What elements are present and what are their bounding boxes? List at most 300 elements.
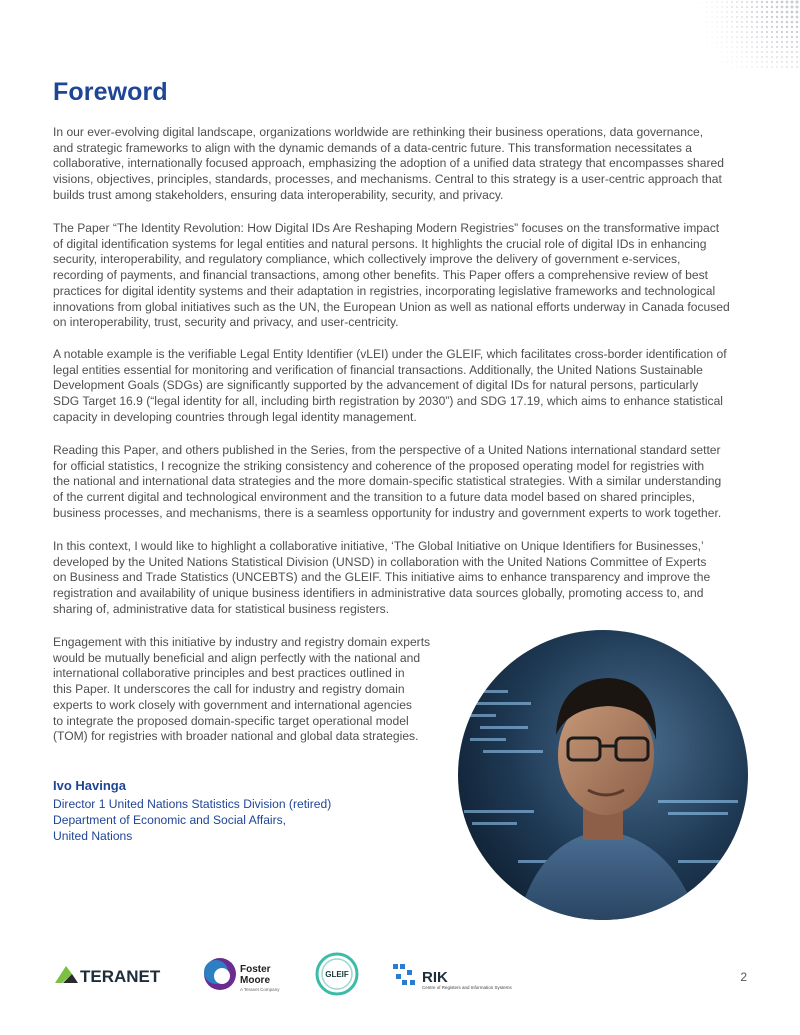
paragraph-1 [53,125,753,204]
decorative-dot [741,21,743,23]
paragraph-4 [53,443,753,522]
decorative-dot [786,16,789,19]
decorative-dot [776,61,777,62]
decorative-dot [776,1,779,4]
decorative-dot [781,1,784,4]
decorative-dot [771,61,772,62]
text-line: on interoperability, trust, security and privacy, and user-centricity. [53,315,399,330]
decorative-dot [781,46,783,48]
decorative-dot [732,57,733,58]
decorative-dot [796,41,798,43]
rik-logo [393,964,513,990]
decorative-dot [721,21,722,22]
decorative-dot [791,51,793,53]
decorative-dot [741,11,743,13]
decorative-dot [766,11,768,13]
decorative-dot [717,32,718,33]
decorative-dot [771,56,773,58]
decorative-dot [741,51,742,52]
decorative-dot [737,67,738,68]
decorative-dot [717,42,718,43]
decorative-dot [766,31,768,33]
decorative-dot [707,32,708,33]
decorative-dot [732,47,733,48]
decorative-dot [786,31,788,33]
decorative-dot [751,41,753,43]
text-line: (TOM) for registries with broader national and global data strategies. [53,729,419,744]
decorative-dot [766,1,768,3]
decorative-dot [746,26,748,28]
decorative-dot [796,21,799,24]
text-line: builds trust among stakeholders, ensuring data interoperability, security, and privacy. [53,187,504,202]
decorative-dot [737,57,738,58]
foster-moore-subtitle: A Teranet Company [240,987,280,992]
text-line: In this context, I would like to highlight a collaborative initiative, ‘The Global Initiative on Unique Identifiers for Businesses,’ [53,539,704,553]
decorative-dot [761,56,762,57]
decorative-dot [732,67,733,68]
decorative-dot [786,56,788,58]
decorative-dot [732,52,733,53]
decorative-dot [761,1,763,3]
decorative-dot [756,41,758,43]
role-line: United Nations [53,828,133,843]
decorative-dot [736,41,737,42]
text-line: A notable example is the verifiable Legal Entity Identifier (vLEI) under the GLEIF, which facilitates cross-border identification of [53,347,727,361]
decorative-dot [761,36,763,38]
decorative-dot [786,11,789,14]
decorative-dot [731,31,732,32]
decorative-dot [731,26,732,27]
decorative-dot [746,41,747,42]
text-line: visions, objectives, principles, standards, processes, and mechanisms. Central to this strategy is a user-centric approach that [53,172,722,187]
decorative-dot [761,11,763,13]
decorative-dot [751,61,752,62]
decorative-dot [707,12,708,13]
decorative-dot [786,41,788,43]
decorative-dot [761,21,763,23]
decorative-dot [722,62,723,63]
decorative-dot [722,37,723,38]
text-line: international collaborative principles and best practices outlined in [53,666,405,681]
text-line: Engagement with this initiative by industry and registry domain experts [53,635,431,649]
decorative-dot [746,21,748,23]
decorative-dot [707,17,708,18]
paragraph-3 [53,347,753,426]
gleif-logo [317,954,357,994]
role-line: Department of Economic and Social Affairs, [53,812,287,827]
decorative-dot [756,16,758,18]
decorative-dot [791,36,793,38]
decorative-dot [717,12,718,13]
text-line: of digital identification systems for legal entities and natural persons. It highlights the crucial role of digital IDs in enhancing [53,236,707,251]
decorative-dot [726,16,727,17]
decorative-dot [766,66,767,67]
teranet-logo-text: TERANET [80,967,161,986]
decorative-dot [791,21,794,24]
decorative-dot [766,51,768,53]
foster-moore-text: Moore [240,975,270,986]
decorative-dot [766,16,768,18]
decorative-dot [756,31,758,33]
decorative-dot [702,7,703,8]
decorative-dot [731,21,732,22]
page-title: Foreword [53,78,168,106]
decorative-dot [742,67,743,68]
decorative-dot [726,1,727,2]
decorative-dot [717,52,718,53]
decorative-dot [756,51,757,52]
decorative-dot [741,56,742,57]
decorative-dot [756,66,757,67]
text-line: registration and availability of unique business identifiers in administrative data sources globally, promoting access to, and [53,586,704,601]
decorative-dot [791,46,793,48]
decorative-dot [771,36,773,38]
text-line: for official statistics, I recognize the striking consistency and coherence of the proposed operating model for registries with [53,458,705,473]
dot-pattern-decoration [680,0,800,70]
decorative-dot [712,37,713,38]
decorative-dot [726,31,727,32]
decorative-dot [737,62,738,63]
text-line: developed by the United Nations Statistical Division (UNSD) in collaboration with the United Nations Committee of Experts [53,554,707,569]
decorative-dot [761,61,762,62]
decorative-dot [727,57,728,58]
decorative-dot [731,1,732,2]
decorative-dot [722,57,723,58]
text-line: Development Goals (SDGs) are significantly supported by the advancement of digital IDs for natural persons, particularly [53,378,699,393]
decorative-dot [776,56,778,58]
decorative-dot [781,31,783,33]
text-line: of the current digital and technological environment and the transition to a future data model based on shared principles, [53,490,696,505]
decorative-dot [781,26,783,28]
decorative-dot [786,6,789,9]
decorative-dot [702,17,703,18]
decorative-dot [712,22,713,23]
decorative-dot [751,26,753,28]
text-line: sharing of, administrative data for statistical business registers. [53,601,390,616]
decorative-dot [791,66,792,67]
decorative-dot [722,32,723,33]
decorative-dot [717,17,718,18]
decorative-dot [776,21,778,23]
signer-name: Ivo Havinga [53,778,126,793]
decorative-dot [791,41,793,43]
decorative-dot [791,56,793,58]
decorative-dot [741,46,742,47]
decorative-dot [796,26,798,28]
decorative-dot [751,56,752,57]
decorative-dot [776,36,778,38]
decorative-dot [741,6,743,8]
decorative-dot [781,6,784,9]
decorative-dot [746,51,747,52]
text-line: practices for digital identity systems and their adaptation in registries, incorporating legislative frameworks and technological [53,283,716,298]
decorative-dot [717,57,718,58]
decorative-dot [741,1,743,3]
decorative-dot [741,41,742,42]
decorative-dot [722,42,723,43]
page-number: 2 [740,970,747,984]
decorative-dot [791,16,794,19]
decorative-dot [781,36,783,38]
decorative-dot [756,1,758,3]
decorative-dot [726,11,727,12]
text-line: recording of payments, and financial transactions, among other benefits. This Paper offers a comprehensive review of best [53,268,708,283]
decorative-dot [707,7,708,8]
decorative-dot [736,51,737,52]
decorative-dot [702,22,703,23]
decorative-dot [771,1,773,3]
decorative-dot [761,31,763,33]
decorative-dot [791,31,793,33]
decorative-dot [781,16,784,19]
decorative-dot [747,67,748,68]
decorative-dot [731,41,732,42]
portrait-photo-icon [458,630,748,920]
decorative-dot [776,41,778,43]
decorative-dot [761,41,763,43]
paragraph-2 [53,221,753,331]
decorative-dot [786,66,787,67]
decorative-dot [761,26,763,28]
decorative-dot [712,7,713,8]
text-line: SDG Target 16.9 (“legal identity for all, including birth registration by 2030”) and SDG 17.19, which aims to enhance statistical [53,394,723,409]
decorative-dot [736,31,737,32]
decorative-dot [727,67,728,68]
decorative-dot [736,1,738,3]
decorative-dot [766,26,768,28]
decorative-dot [746,6,748,8]
decorative-dot [796,31,798,33]
decorative-dot [756,26,758,28]
decorative-dot [726,26,727,27]
text-line: on Business and Trade Statistics (UNCEBTS) and the GLEIF. This initiative aims to enhance transparency and improve the [53,570,711,585]
decorative-dot [712,32,713,33]
decorative-dot [751,16,753,18]
decorative-dot [791,61,793,63]
decorative-dot [766,21,768,23]
decorative-dot [766,61,767,62]
decorative-dot [791,1,794,4]
decorative-dot [751,31,753,33]
decorative-dot [776,46,778,48]
role-line: Director 1 United Nations Statistics Division (retired) [53,797,332,811]
teranet-logo [55,966,161,986]
foster-moore-text: Foster [240,964,271,975]
decorative-dot [707,2,708,3]
decorative-dot [776,51,778,53]
decorative-dot [796,16,799,19]
decorative-dot [746,11,748,13]
decorative-dot [751,11,753,13]
decorative-dot [756,56,757,57]
decorative-dot [707,22,708,23]
decorative-dot [727,47,728,48]
decorative-dot [746,56,747,57]
decorative-dot [771,46,773,48]
decorative-dot [726,21,727,22]
text-line: security, interoperability, and regulatory compliance, which collectively improve the delivery of government e-services, [53,252,681,267]
decorative-dot [786,51,788,53]
decorative-dot [742,62,743,63]
decorative-dot [796,66,797,67]
decorative-dot [771,41,773,43]
text-line: to integrate the proposed domain-specific target operational model [53,713,409,728]
gleif-logo-text: GLEIF [325,970,349,979]
rik-logo-text: RIK [422,969,448,986]
decorative-dot [766,36,768,38]
text-line: collaborative, internationally focused approach, emphasizing the adoption of a unified data strategy that encompasses shared [53,156,724,171]
decorative-dot [746,46,747,47]
text-line: capacity in developing countries through legal identity management. [53,409,417,424]
paragraph-5 [53,539,753,618]
text-line: The Paper “The Identity Revolution: How Digital IDs Are Reshaping Modern Registries” focuses on the transformative impact [53,221,720,235]
decorative-dot [702,2,703,3]
decorative-dot [736,11,737,12]
decorative-dot [712,2,713,3]
decorative-dot [707,27,708,28]
text-line: experts to work closely with government and international agencies [53,697,412,712]
decorative-dot [731,6,732,7]
decorative-dot [717,7,718,8]
decorative-dot [771,66,772,67]
decorative-dot [721,6,722,7]
decorative-dot [721,16,722,17]
decorative-dot [766,6,768,8]
decorative-dot [717,22,718,23]
decorative-dot [736,26,737,27]
decorative-dot [756,61,757,62]
decorative-dot [717,2,718,3]
decorative-dot [796,61,798,63]
decorative-dot [786,36,788,38]
decorative-dot [756,11,758,13]
decorative-dot [741,36,742,37]
decorative-dot [741,31,742,32]
paragraph-6 [53,635,453,745]
decorative-dot [746,31,748,33]
decorative-dot [731,36,732,37]
decorative-dot [736,6,738,8]
decorative-dot [741,26,743,28]
decorative-dot [702,12,703,13]
decorative-dot [722,52,723,53]
text-line: the national and international data strategies and the more domain-specific statistical strategies. With a similar understanding [53,474,722,489]
decorative-dot [751,6,753,8]
decorative-dot [796,6,799,9]
decorative-dot [746,61,747,62]
footer-logos [0,950,800,1005]
decorative-dot [761,16,763,18]
decorative-dot [712,42,713,43]
decorative-dot [712,12,713,13]
decorative-dot [751,21,753,23]
decorative-dot [781,61,782,62]
decorative-dot [781,56,783,58]
decorative-dot [771,51,773,53]
decorative-dot [796,11,799,14]
decorative-dot [751,51,752,52]
decorative-dot [712,17,713,18]
decorative-dot [771,31,773,33]
decorative-dot [752,67,753,68]
decorative-dot [731,11,732,12]
decorative-dot [796,51,798,53]
decorative-dot [756,6,758,8]
decorative-dot [776,26,778,28]
decorative-dot [786,26,788,28]
decorative-dot [756,36,758,38]
decorative-dot [796,56,798,58]
decorative-dot [736,21,737,22]
text-line: legal entities essential for monitoring and verification of financial transactions. Additionally, the United Nations Sustainable [53,362,703,377]
decorative-dot [771,6,773,8]
signer-role [53,797,331,844]
decorative-dot [761,46,763,48]
decorative-dot [746,1,748,3]
decorative-dot [721,11,722,12]
decorative-dot [736,36,737,37]
decorative-dot [795,0,798,3]
decorative-dot [786,1,789,4]
text-line: innovations from global initiatives such as the UN, the European Union as well as national efforts underway in Canada focused [53,299,730,314]
decorative-dot [721,1,722,2]
decorative-dot [781,66,782,67]
rik-subtitle: Centre of Registers and Information Systems [422,985,512,990]
text-line: Reading this Paper, and others published in the Series, from the perspective of a United Nations international standard setter [53,443,721,457]
decorative-dot [796,36,798,38]
decorative-dot [756,46,758,48]
decorative-dot [717,47,718,48]
decorative-dot [727,62,728,63]
decorative-dot [791,11,794,14]
text-line: this Paper. It underscores the call for industry and registry domain [53,682,405,697]
decorative-dot [796,46,798,48]
decorative-dot [717,37,718,38]
decorative-dot [722,27,723,28]
decorative-dot [791,26,793,28]
decorative-dot [712,27,713,28]
decorative-dot [761,6,763,8]
decorative-dot [726,36,727,37]
decorative-dot [786,21,789,24]
decorative-dot [707,37,708,38]
decorative-dot [786,61,788,63]
decorative-dot [776,16,778,18]
decorative-dot [761,51,762,52]
decorative-dot [766,46,768,48]
decorative-dot [771,11,773,13]
decorative-dot [726,6,727,7]
decorative-dot [712,47,713,48]
decorative-dot [717,27,718,28]
text-line: and strategic frameworks to align with the dynamic demands of a data-centric future. This transformation necessitates a [53,140,693,155]
decorative-dot [756,21,758,23]
decorative-dot [741,16,743,18]
decorative-dot [781,21,783,23]
text-line: In our ever-evolving digital landscape, organizations worldwide are rethinking their business operations, data governance, [53,125,704,139]
decorative-dot [791,6,794,9]
decorative-dot [736,16,737,17]
foster-moore-logo [204,958,280,992]
text-line: business processes, and mechanisms, there is a seamless opportunity for industry and government experts to work together. [53,505,722,520]
decorative-dot [746,36,747,37]
decorative-dot [761,66,762,67]
decorative-dot [732,62,733,63]
decorative-dot [731,16,732,17]
decorative-dot [751,1,753,3]
decorative-dot [781,51,783,53]
decorative-dot [766,41,768,43]
